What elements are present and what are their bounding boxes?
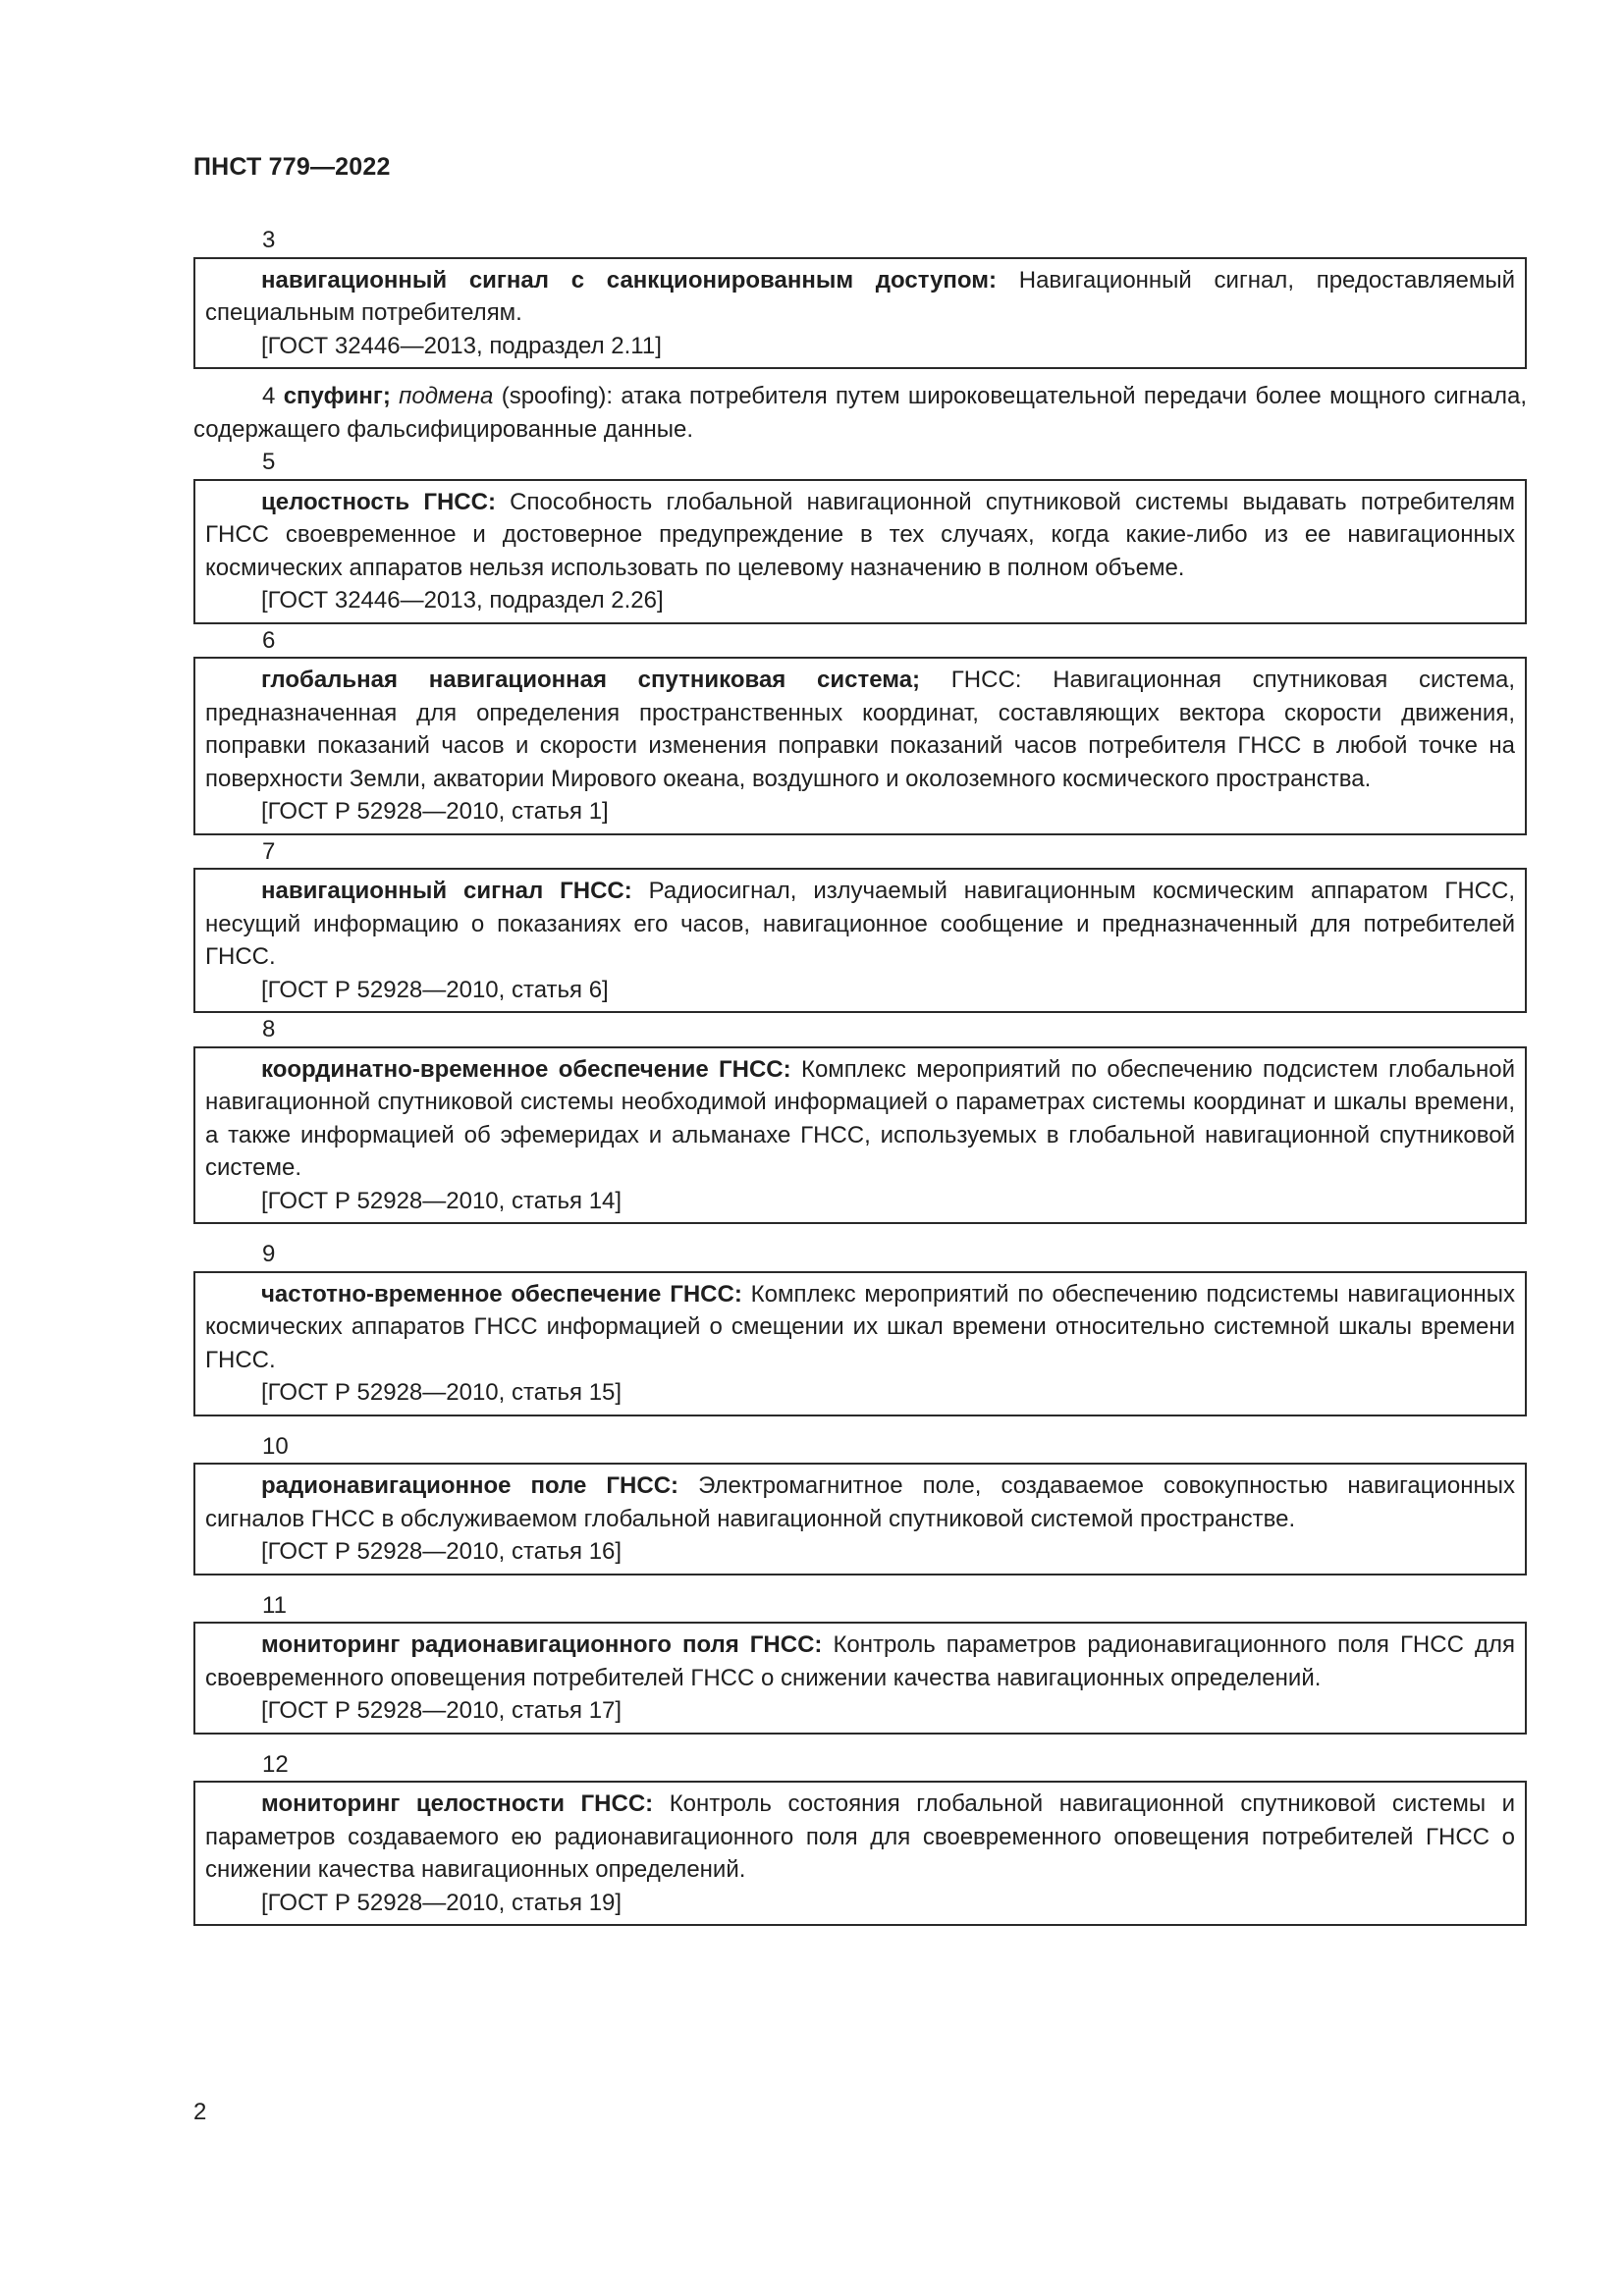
term-entry-box bbox=[193, 257, 1527, 370]
term-paragraph bbox=[205, 1278, 1515, 1377]
term-paragraph bbox=[205, 664, 1515, 795]
entry-number: 3 bbox=[262, 227, 276, 253]
term-name: мониторинг целостности ГНСС: bbox=[261, 1790, 654, 1817]
term-entry-box bbox=[193, 1622, 1527, 1735]
term-name: частотно-временное обеспечение ГНСС: bbox=[261, 1280, 742, 1308]
term-paragraph-plain bbox=[193, 380, 1527, 446]
term-name: мониторинг радионавигационного поля ГНСС: bbox=[261, 1631, 823, 1658]
entry-number: 7 bbox=[262, 837, 276, 865]
entry-number: 11 bbox=[262, 1591, 287, 1619]
term-definition: Комплекс мероприятий по обеспечению подсистемы навигационных космических аппаратов ГНСС информацией о смещении их шкал времени относительно системной шкалы времени ГНСС. bbox=[205, 1280, 1516, 1373]
term-source: [ГОСТ Р 52928—2010, статья 6] bbox=[261, 976, 609, 1003]
term-definition: Радиосигнал, излучаемый навигационным космическим аппаратом ГНСС, несущий информацию о показаниях его часов, навигационное сообщение и предназначенный для потребителей ГНСС. bbox=[205, 878, 1515, 970]
term-definition: Контроль параметров радионавигационного поля ГНСС для своевременного оповещения потребителей ГНСС о снижении качества навигационных определений. bbox=[205, 1631, 1515, 1691]
term-source: [ГОСТ Р 52928—2010, статья 15] bbox=[261, 1379, 623, 1406]
entry-number: 4 bbox=[262, 383, 276, 409]
term-definition: (spoofing): атака потребителя путем широковещательной передачи более мощного сигнала, содержащего фальсифицированные данные. bbox=[193, 383, 1528, 443]
term-name: спуфинг; bbox=[283, 383, 391, 409]
term-paragraph bbox=[205, 1053, 1515, 1185]
term-name: координатно-временное обеспечение ГНСС: bbox=[261, 1055, 791, 1083]
term-source: [ГОСТ Р 52928—2010, статья 1] bbox=[261, 798, 609, 825]
term-name: навигационный сигнал ГНСС: bbox=[261, 878, 632, 904]
terms-list bbox=[193, 224, 1527, 1926]
term-entry-box bbox=[193, 479, 1527, 624]
term-paragraph bbox=[205, 1788, 1515, 1887]
term-paragraph bbox=[205, 264, 1515, 330]
term-name: навигационный сигнал с санкционированным доступом: bbox=[261, 266, 998, 294]
term-source: [ГОСТ Р 52928—2010, статья 17] bbox=[261, 1697, 623, 1724]
entry-number: 9 bbox=[262, 1241, 276, 1267]
term-entry-box bbox=[193, 1271, 1527, 1416]
term-entry-box bbox=[193, 868, 1527, 1013]
term-source: [ГОСТ 32446—2013, подраздел 2.11] bbox=[261, 332, 662, 359]
term-definition: ГНСС: Навигационная спутниковая система, предназначенная для определения пространственных координат, составляющих вектора скорости движения, поправки показаний часов и скорости изменения поправки показаний часов потребителя ГНСС в любой точке на поверхности Земли, акватории Мирового океана, воздушного и околоземного космического пространства. bbox=[205, 667, 1515, 792]
term-source: [ГОСТ Р 52928—2010, статья 19] bbox=[261, 1889, 623, 1916]
term-definition: Контроль состояния глобальной навигационной спутниковой системы и параметров создаваемого ею радионавигационного поля для своевременного оповещения потребителей ГНСС о снижении качества навигационных определений. bbox=[205, 1790, 1516, 1883]
term-entry-box bbox=[193, 657, 1527, 835]
term-source: [ГОСТ Р 52928—2010, статья 16] bbox=[261, 1538, 623, 1565]
term-entry-box bbox=[193, 1463, 1527, 1575]
term-paragraph bbox=[205, 1629, 1515, 1694]
term-entry-box bbox=[193, 1781, 1527, 1926]
term-paragraph bbox=[205, 486, 1515, 585]
term-definition: Способность глобальной навигационной спутниковой системы выдавать потребителям ГНСС своевременное и достоверное предупреждение в тех случаях, когда какие-либо из ее навигационных космических аппаратов нельзя использовать по целевому назначению в полном объеме. bbox=[205, 488, 1516, 581]
term-paragraph bbox=[205, 1469, 1515, 1535]
entry-number: 6 bbox=[262, 626, 276, 654]
term-definition: Электромагнитное поле, создаваемое совокупностью навигационных сигналов ГНСС в обслуживаемом глобальной навигационной спутниковой системой пространстве. bbox=[205, 1472, 1515, 1532]
term-paragraph bbox=[205, 875, 1515, 974]
page-number: 2 bbox=[193, 2099, 207, 2125]
term-source: [ГОСТ 32446—2013, подраздел 2.26] bbox=[261, 587, 664, 614]
term-source: [ГОСТ Р 52928—2010, статья 14] bbox=[261, 1187, 623, 1214]
term-name: целостность ГНСС: bbox=[261, 488, 496, 515]
term-name: глобальная навигационная спутниковая система; bbox=[261, 667, 921, 693]
term-synonym: подмена bbox=[399, 383, 494, 409]
document-header: ПНСТ 779—2022 bbox=[193, 153, 391, 181]
term-definition: Навигационный сигнал, предоставляемый специальным потребителям. bbox=[205, 266, 1515, 326]
term-definition: Комплекс мероприятий по обеспечению подсистем глобальной навигационной спутниковой системы необходимой информацией о параметрах системы координат и шкалы времени, а также информацией об эфемеридах и альманахе ГНСС, используемых в глобальной навигационной спутниковой системе. bbox=[205, 1055, 1515, 1181]
entry-number: 5 bbox=[262, 449, 276, 475]
entry-number: 8 bbox=[262, 1016, 276, 1042]
term-entry-box bbox=[193, 1046, 1527, 1225]
term-name: радионавигационное поле ГНСС: bbox=[261, 1472, 679, 1499]
entry-number: 10 bbox=[262, 1432, 289, 1460]
entry-number: 12 bbox=[262, 1750, 289, 1778]
